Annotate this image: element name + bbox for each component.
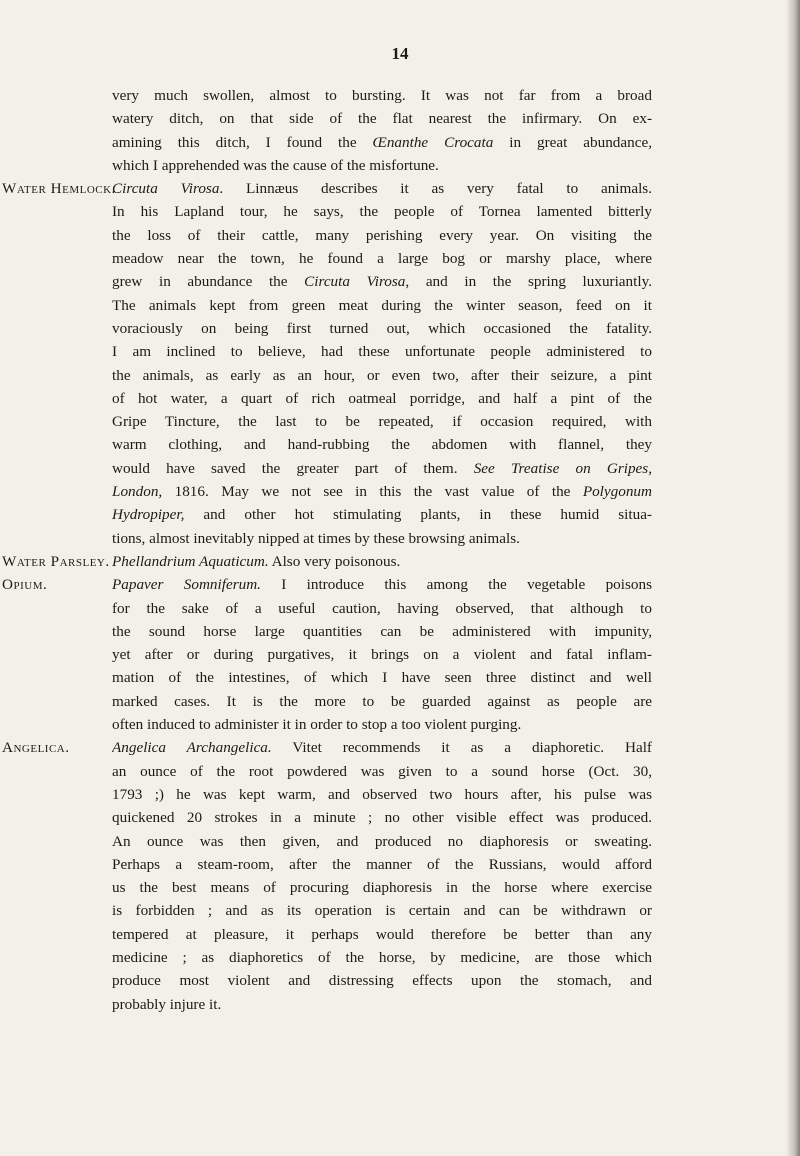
text-line: Papaver Somniferum. I introduce this among the vegetable poisons (112, 576, 652, 594)
text-line: for the sake of a useful caution, having observed, that although to (112, 599, 652, 617)
text-line: grew in abundance the Circuta Virosa, and in the spring luxuriantly. (112, 273, 652, 291)
entry-heading: Water Parsley. (2, 552, 110, 570)
text-line: the sound horse large quantities can be administered with impunity, (112, 622, 652, 640)
text-line: often induced to administer it in order to stop a too violent purging. (112, 716, 522, 734)
text-line: Phellandrium Aquaticum. Also very poisonous. (112, 552, 401, 570)
text-line: very much swollen, almost to bursting. It was not far from a broad (112, 87, 652, 104)
text-line: 1793 ;) he was kept warm, and observed two hours after, his pulse was (112, 785, 652, 803)
page-body (2, 84, 652, 1016)
text-line: London, 1816. May we not see in this the vast value of the Polygonum (112, 483, 652, 501)
text-line: produce most violent and distressing effects upon the stomach, and (112, 972, 652, 990)
text-line: meadow near the town, he found a large bog or marshy place, where (112, 250, 652, 268)
text-line: us the best means of procuring diaphoresis in the horse where exercise (112, 879, 652, 897)
text-line: Gripe Tincture, the last to be repeated, if occasion required, with (112, 413, 652, 431)
text-line: Perhaps a steam-room, after the manner of the Russians, would afford (112, 855, 652, 873)
page-edge-shadow (786, 0, 800, 1156)
text-line: Angelica Archangelica. Vitet recommends it as a diaphoretic. Half (112, 739, 652, 757)
text-line: Hydropiper, and other hot stimulating plants, in these humid situa- (112, 506, 652, 524)
text-line: watery ditch, on that side of the flat nearest the infirmary. On ex- (112, 110, 652, 128)
paragraph (112, 84, 652, 177)
text-line: marked cases. It is the more to be guarded against as people are (112, 692, 652, 710)
entry-heading: Angelica. (2, 739, 70, 757)
paragraph (2, 573, 652, 736)
text-line: The animals kept from green meat during the winter season, feed on it (112, 296, 652, 314)
text-line: An ounce was then given, and produced no diaphoresis or sweating. (112, 832, 652, 850)
text-line: mation of the intestines, of which I have seen three distinct and well (112, 669, 652, 687)
text-line: yet after or during purgatives, it brings on a violent and fatal inflam- (112, 646, 652, 664)
text-line: medicine ; as diaphoretics of the horse, by medicine, are those which (112, 948, 652, 966)
paragraph (2, 736, 652, 1016)
text-line: which I apprehended was the cause of the misfortune. (112, 156, 439, 174)
text-line: an ounce of the root powdered was given to a sound horse (Oct. 30, (112, 762, 652, 780)
text-line: quickened 20 strokes in a minute ; no other visible effect was produced. (112, 809, 652, 827)
page-number: 14 (391, 44, 409, 63)
text-line: amining this ditch, I found the Œnanthe Crocata in great abundance, (112, 133, 652, 151)
text-line: the loss of their cattle, many perishing every year. On visiting the (112, 226, 652, 244)
entry-heading: Opium. (2, 576, 48, 594)
entry-heading: Water Hemlock. (2, 180, 116, 198)
text-line: of hot water, a quart of rich oatmeal porridge, and half a pint of the (112, 389, 652, 407)
text-line: Circuta Virosa. Linnæus describes it as very fatal to animals. (112, 180, 652, 198)
text-line: tions, almost inevitably nipped at times by these browsing animals. (112, 529, 520, 547)
paragraph (2, 550, 652, 573)
text-line: I am inclined to believe, had these unfortunate people administered to (112, 343, 652, 361)
paragraph (2, 177, 652, 550)
text-line: the animals, as early as an hour, or even two, after their seizure, a pint (112, 366, 652, 384)
text-line: would have saved the greater part of them. See Treatise on Gripes, (112, 459, 652, 477)
text-line: In his Lapland tour, he says, the people of Tornea lamented bitterly (112, 203, 652, 221)
text-line: voraciously on being first turned out, which occasioned the fatality. (112, 319, 652, 337)
text-line: is forbidden ; and as its operation is certain and can be withdrawn or (112, 902, 652, 920)
text-line: probably injure it. (112, 995, 222, 1013)
text-line: tempered at pleasure, it perhaps would therefore be better than any (112, 925, 652, 943)
text-line: warm clothing, and hand-rubbing the abdomen with flannel, they (112, 436, 652, 454)
